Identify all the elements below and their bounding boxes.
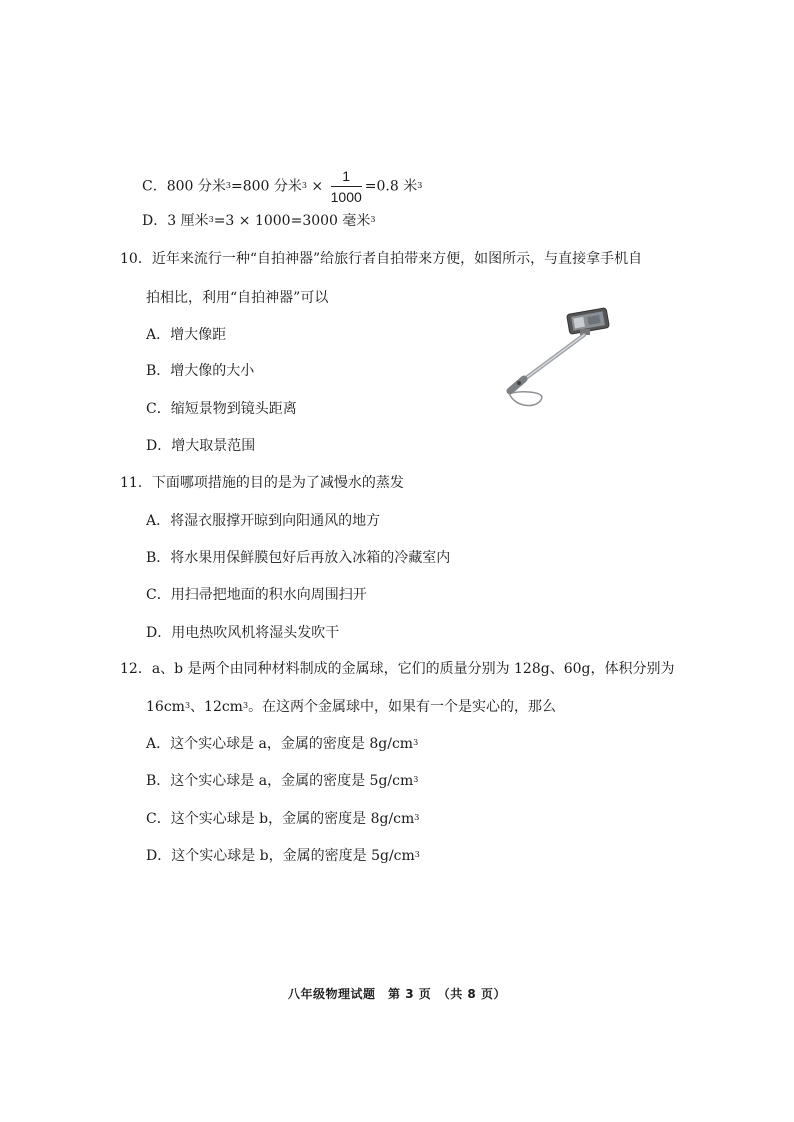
stem-text: 。在这两个金属球中，如果有一个是实心的，那么 (248, 699, 557, 715)
option-text: 3 厘米 (167, 213, 209, 229)
times-sign: × (306, 178, 328, 195)
q11-option-b: B．将水果用保鲜膜包好后再放入冰箱的冷藏室内 (146, 550, 451, 566)
superscript: 3 (184, 701, 191, 710)
q12-stem-line2 (146, 698, 556, 716)
q10-stem-line2: 拍相比，利用“自拍神器”可以 (146, 290, 329, 306)
option-text: 800 分米 (166, 178, 226, 195)
volume-a: 16cm (146, 699, 185, 715)
option-text: =800 分米 (230, 178, 302, 195)
volume-b: 、12cm (190, 699, 243, 715)
option-text: =3 × 1000=3000 毫米 (213, 213, 371, 229)
q10-option-c: C．缩短景物到镜头距离 (146, 401, 297, 417)
option-label: C． (142, 178, 167, 195)
option-text: C．这个实心球是 b，金属的密度是 8g/cm (146, 811, 415, 827)
superscript: 3 (301, 180, 307, 190)
q12-option-d (146, 847, 420, 865)
q11-option-a: A．将湿衣服撑开晾到向阳通风的地方 (146, 513, 381, 529)
superscript: 3 (370, 215, 376, 224)
fraction-numerator: 1 (342, 168, 351, 184)
fraction (331, 167, 362, 206)
fraction-bar (331, 186, 362, 187)
option-text: =0.8 米 (364, 178, 418, 195)
superscript: 3 (417, 180, 423, 190)
q10-option-b: B．增大像的大小 (146, 363, 255, 379)
superscript: 3 (413, 738, 419, 747)
superscript: 3 (225, 180, 231, 190)
q11-stem: 11．下面哪项措施的目的是为了减慢水的蒸发 (120, 475, 404, 491)
page-footer: 八年级物理试题 第 3 页 （共 8 页） (288, 987, 506, 1001)
q10-option-a: A．增大像距 (146, 327, 227, 343)
superscript: 3 (208, 215, 214, 224)
q9-option-c (142, 167, 422, 206)
selfie-stick-image (500, 305, 620, 415)
q10-stem-line1: 10．近年来流行一种“自拍神器”给旅行者自拍带来方便，如图所示，与直接拿手机自 (120, 251, 643, 267)
q12-stem-line1: 12．a、b 是两个由同种材料制成的金属球，它们的质量分别为 128g、60g，体积分别为 (120, 661, 675, 677)
q12-option-c (146, 810, 419, 828)
q11-option-d: D．用电热吹风机将湿头发吹干 (146, 625, 340, 641)
option-text: A．这个实心球是 a，金属的密度是 8g/cm (146, 736, 414, 752)
superscript: 3 (413, 775, 419, 784)
superscript: 3 (414, 813, 420, 822)
option-text: D．这个实心球是 b，金属的密度是 5g/cm (146, 848, 415, 864)
q12-option-b (146, 772, 418, 790)
q11-option-c: C．用扫帚把地面的积水向周围扫开 (146, 587, 367, 603)
superscript: 3 (414, 850, 420, 859)
q12-option-a (146, 735, 418, 753)
fraction-denominator: 1000 (330, 189, 362, 205)
option-label: D． (142, 213, 168, 229)
option-text: B．这个实心球是 a，金属的密度是 5g/cm (146, 773, 414, 789)
superscript: 3 (242, 701, 249, 710)
q9-option-d (142, 212, 376, 230)
q10-option-d: D．增大取景范围 (146, 438, 256, 454)
